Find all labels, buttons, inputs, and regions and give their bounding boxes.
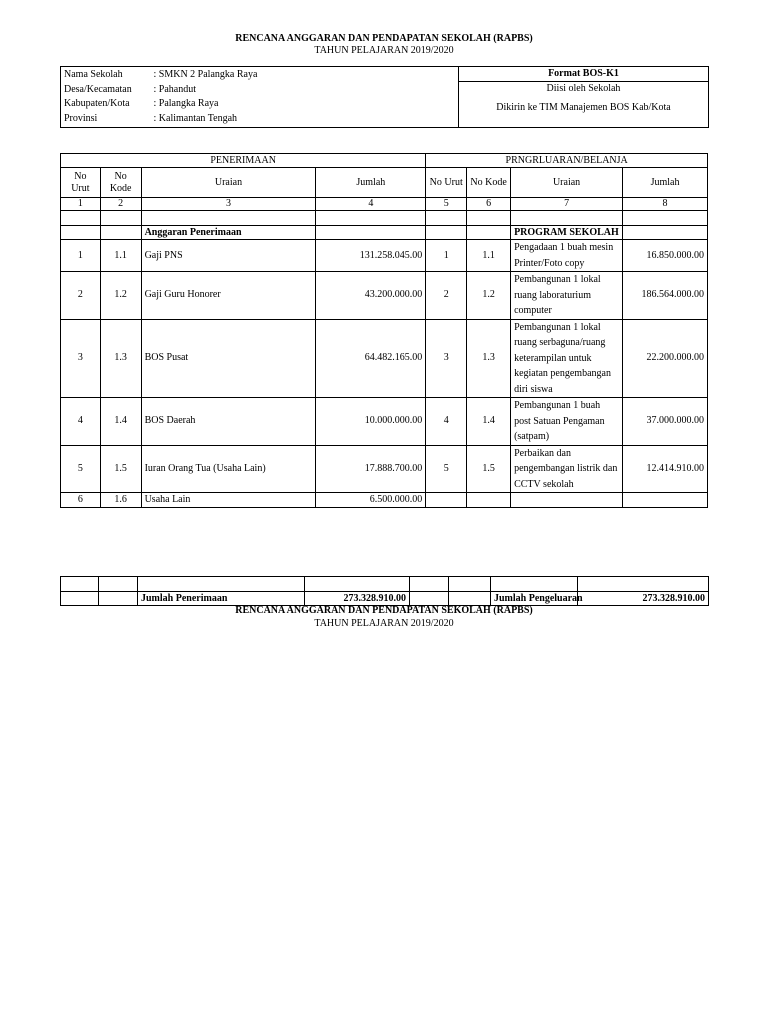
col-number: 8 — [623, 198, 708, 211]
total-expense-value: 273.328.910.00 — [578, 592, 709, 606]
section-expense-header: PRNGRLUARAN/BELANJA — [426, 154, 708, 168]
total-expense-label: Jumlah Pengeluaran — [491, 592, 578, 606]
totals-table — [60, 576, 709, 606]
expense-uraian: Pembangunan 1 buah post Satuan Pengaman (satpam) — [511, 398, 623, 446]
expense-heading: PROGRAM SEKOLAH — [511, 226, 623, 240]
document-title: RENCANA ANGGARAN DAN PENDAPATAN SEKOLAH (RAPBS) — [235, 33, 533, 44]
label-nama-sekolah: Nama Sekolah — [64, 69, 123, 80]
col-number: 3 — [141, 198, 316, 211]
spacer-row — [61, 577, 709, 592]
value-desa-kecamatan: : Pahandut — [153, 83, 196, 95]
expense-no-urut: 3 — [426, 319, 467, 398]
value-nama-sekolah: : SMKN 2 Palangka Raya — [153, 69, 258, 80]
expense-jumlah: 37.000.000.00 — [623, 398, 708, 446]
income-jumlah: 10.000.000.00 — [316, 398, 426, 446]
col-header-no-urut: No Urut — [61, 168, 101, 198]
income-jumlah: 43.200.000.00 — [316, 272, 426, 320]
document-subtitle: TAHUN PELAJARAN 2019/2020 — [314, 45, 454, 56]
table-row — [61, 272, 708, 320]
income-no-urut: 6 — [61, 493, 101, 508]
expense-uraian: Pembangunan 1 lokal ruang serbaguna/ruang keterampilan untuk kegiatan pengembangan diri siswa — [511, 319, 623, 398]
income-uraian: BOS Pusat — [141, 319, 316, 398]
income-uraian: Usaha Lain — [141, 493, 316, 508]
table-row — [61, 319, 708, 398]
school-info-table — [60, 66, 709, 128]
bos-format-box — [459, 67, 709, 128]
income-no-kode: 1.2 — [100, 272, 141, 320]
expense-uraian — [511, 493, 623, 508]
expense-jumlah: 12.414.910.00 — [623, 445, 708, 493]
col-number: 5 — [426, 198, 467, 211]
sent-to-label: Dikirin ke TIM Manajemen BOS Kab/Kota — [496, 102, 671, 113]
income-no-urut: 4 — [61, 398, 101, 446]
income-jumlah: 6.500.000.00 — [316, 493, 426, 508]
income-uraian: Gaji Guru Honorer — [141, 272, 316, 320]
col-number: 7 — [511, 198, 623, 211]
col-number: 1 — [61, 198, 101, 211]
expense-no-urut: 1 — [426, 240, 467, 272]
section-income-header: PENERIMAAN — [61, 154, 426, 168]
label-kabupaten-kota: Kabupaten/Kota — [64, 98, 130, 109]
expense-no-kode: 1.1 — [467, 240, 511, 272]
table-row — [61, 445, 708, 493]
income-no-kode: 1.4 — [100, 398, 141, 446]
col-number: 2 — [100, 198, 141, 211]
income-uraian: Iuran Orang Tua (Usaha Lain) — [141, 445, 316, 493]
income-no-urut: 2 — [61, 272, 101, 320]
label-provinsi: Provinsi — [64, 112, 98, 124]
income-no-kode: 1.5 — [100, 445, 141, 493]
value-kabupaten-kota: : Palangka Raya — [153, 98, 219, 109]
budget-table — [60, 153, 708, 508]
expense-no-urut: 5 — [426, 445, 467, 493]
expense-jumlah: 22.200.000.00 — [623, 319, 708, 398]
col-header-no-kode: No Kode — [467, 168, 511, 198]
income-no-urut: 5 — [61, 445, 101, 493]
spacer-row — [61, 211, 708, 226]
col-header-no-urut: No Urut — [426, 168, 467, 198]
school-info-values — [151, 67, 459, 128]
col-header-uraian: Uraian — [141, 168, 316, 198]
table-row — [61, 240, 708, 272]
col-number: 6 — [467, 198, 511, 211]
filled-by-label: Diisi oleh Sekolah — [546, 83, 621, 94]
expense-no-urut — [426, 493, 467, 508]
income-no-kode: 1.3 — [100, 319, 141, 398]
income-jumlah: 64.482.165.00 — [316, 319, 426, 398]
value-provinsi: : Kalimantan Tengah — [153, 112, 238, 124]
expense-no-urut: 4 — [426, 398, 467, 446]
total-income-label: Jumlah Penerimaan — [138, 592, 305, 606]
table-row — [61, 493, 708, 508]
income-jumlah: 17.888.700.00 — [316, 445, 426, 493]
col-number: 4 — [316, 198, 426, 211]
income-no-urut: 1 — [61, 240, 101, 272]
total-income-value: 273.328.910.00 — [305, 592, 410, 606]
footer-subtitle: TAHUN PELAJARAN 2019/2020 — [314, 618, 454, 629]
income-uraian: Gaji PNS — [141, 240, 316, 272]
col-header-no-kode: No Kode — [100, 168, 141, 198]
col-header-jumlah: Jumlah — [623, 168, 708, 198]
expense-no-kode: 1.2 — [467, 272, 511, 320]
expense-jumlah: 186.564.000.00 — [623, 272, 708, 320]
expense-no-kode — [467, 493, 511, 508]
income-uraian: BOS Daerah — [141, 398, 316, 446]
label-desa-kecamatan: Desa/Kecamatan — [64, 83, 132, 95]
expense-no-urut: 2 — [426, 272, 467, 320]
income-no-urut: 3 — [61, 319, 101, 398]
col-header-uraian: Uraian — [511, 168, 623, 198]
expense-no-kode: 1.4 — [467, 398, 511, 446]
col-header-jumlah: Jumlah — [316, 168, 426, 198]
income-no-kode: 1.6 — [100, 493, 141, 508]
expense-uraian: Pembangunan 1 lokal ruang laboraturium computer — [511, 272, 623, 320]
expense-jumlah — [623, 493, 708, 508]
expense-no-kode: 1.5 — [467, 445, 511, 493]
income-heading: Anggaran Penerimaan — [141, 226, 316, 240]
expense-no-kode: 1.3 — [467, 319, 511, 398]
expense-uraian: Perbaikan dan pengembangan listrik dan CCTV sekolah — [511, 445, 623, 493]
income-jumlah: 131.258.045.00 — [316, 240, 426, 272]
expense-uraian: Pengadaan 1 buah mesin Printer/Foto copy — [511, 240, 623, 272]
table-row — [61, 398, 708, 446]
footer-title: RENCANA ANGGARAN DAN PENDAPATAN SEKOLAH (RAPBS) — [235, 605, 533, 616]
expense-jumlah: 16.850.000.00 — [623, 240, 708, 272]
school-info-labels — [61, 67, 151, 128]
format-label: Format BOS-K1 — [459, 67, 708, 82]
income-no-kode: 1.1 — [100, 240, 141, 272]
